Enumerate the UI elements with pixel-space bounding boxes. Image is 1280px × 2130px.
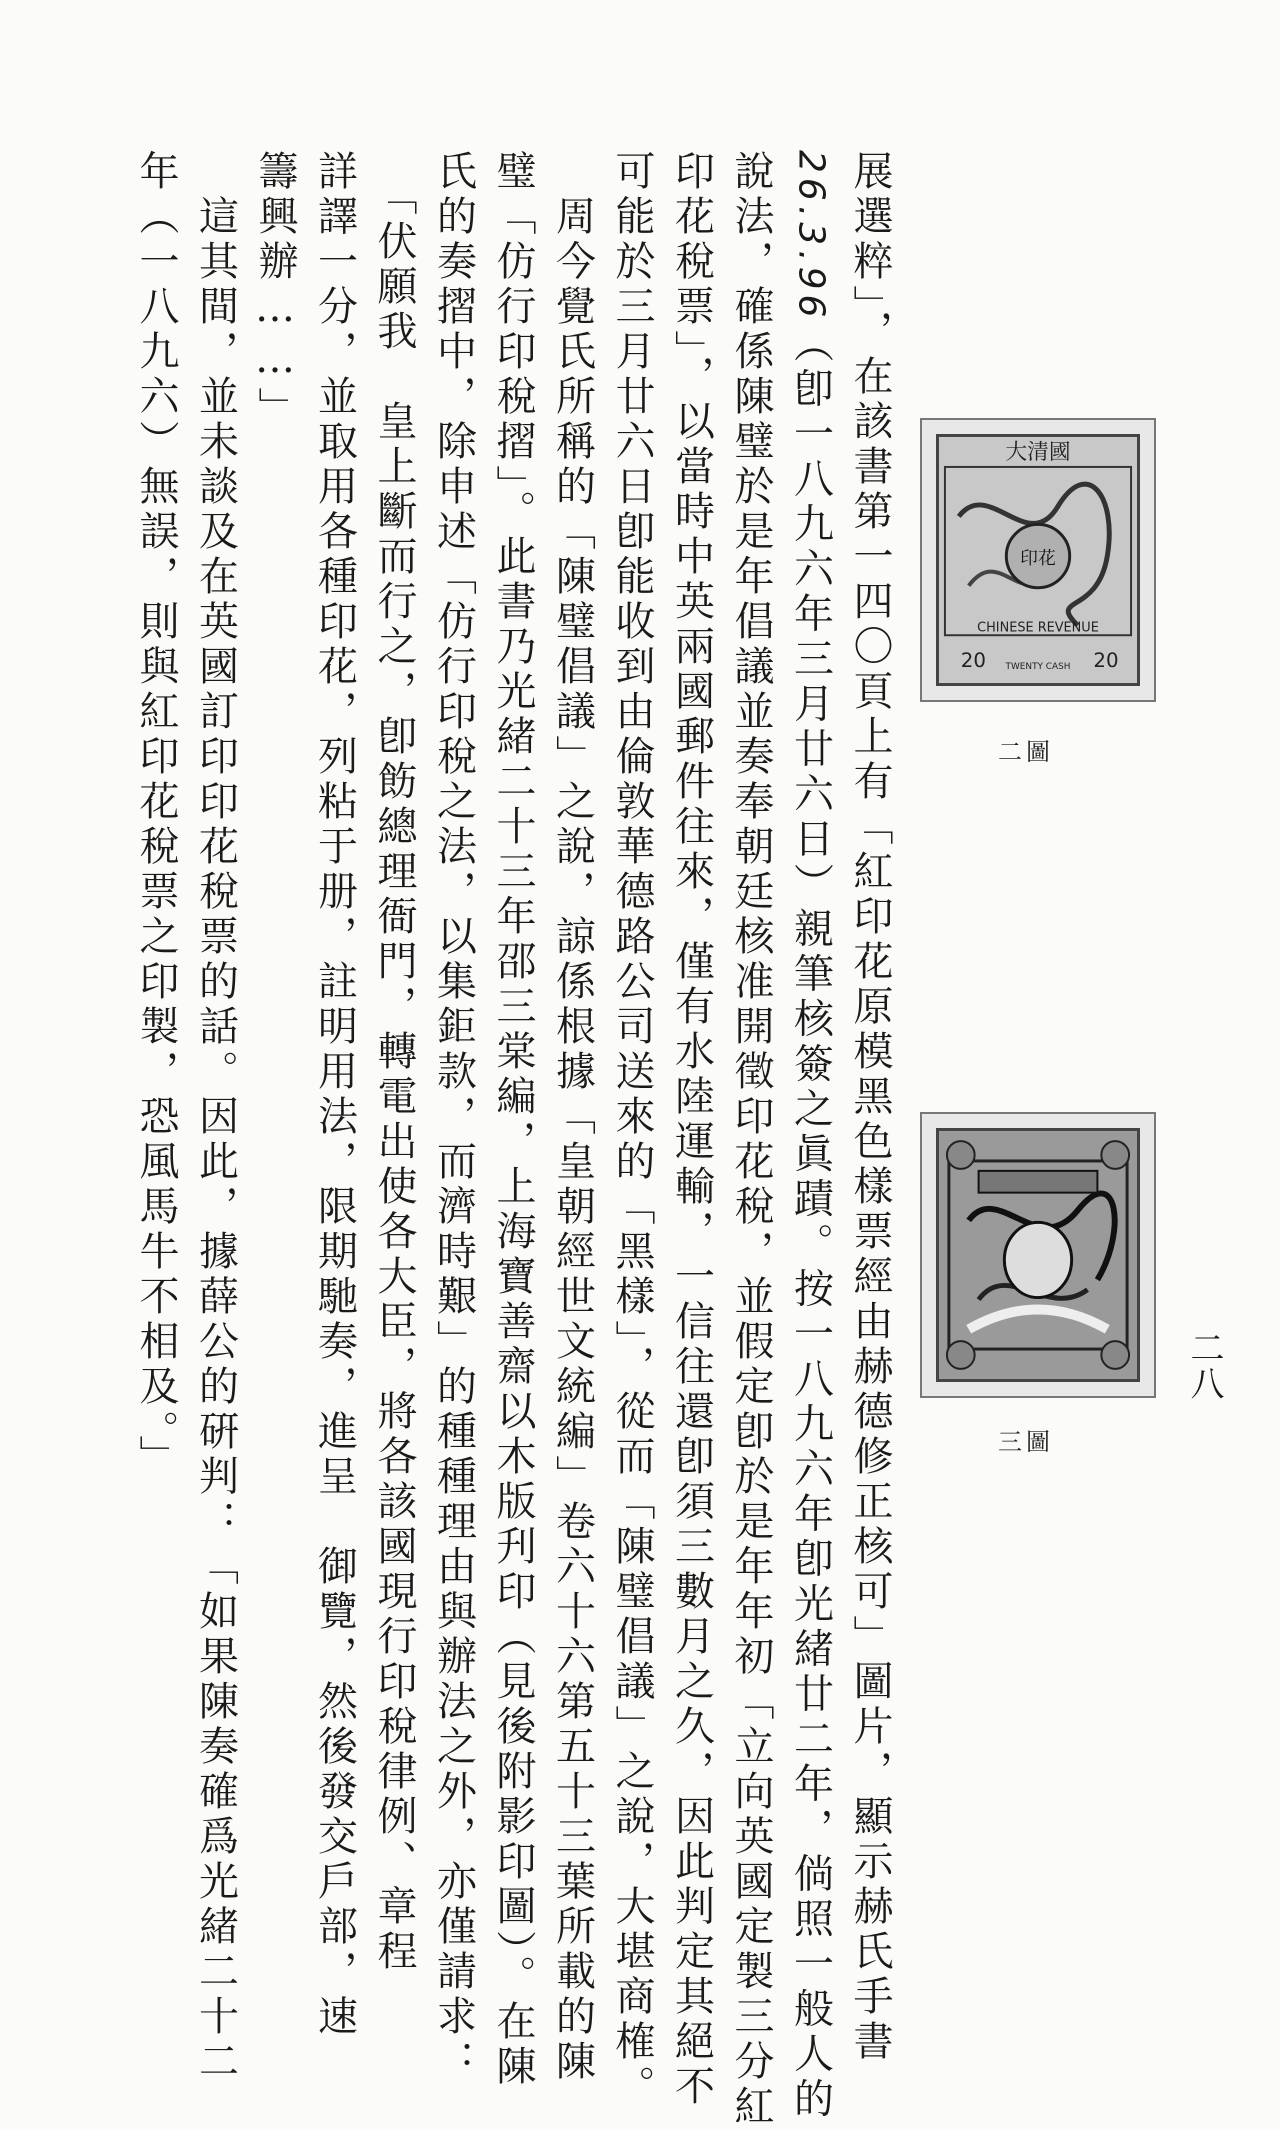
- text-segment: 璧「仿行印稅摺」。此書乃光緒二十三年邵三棠編，上海寶善齋以木版刋印（見後附影印圖）。在陳: [490, 150, 536, 2090]
- text-column: [607, 150, 657, 2110]
- text-column: [191, 150, 241, 2085]
- dragon-stamp-icon: [939, 437, 1137, 683]
- text-segment: 展選粹」，在該書第一四〇頁上有「紅印花原模黑色樣票經由赫德修正核可」圖片，顯示赫氏手書: [847, 150, 893, 2065]
- svg-text:印花: 印花: [1020, 547, 1056, 569]
- text-segment: （卽一八九六年三月廿六日）親筆核簽之眞蹟。按一八九六年卽光緒廿二年，倘照一般人的: [787, 322, 834, 2123]
- text-column: [548, 150, 598, 2085]
- text-column: [726, 150, 776, 2130]
- svg-text:20: 20: [1093, 648, 1119, 672]
- svg-text:CHINESE REVENUE: CHINESE REVENUE: [977, 620, 1099, 636]
- text-column: [250, 150, 300, 432]
- text-column: [488, 150, 538, 2090]
- text-segment: 年（一八九六）無誤，則與紅印花稅票之印製，恐風馬牛不相及。」: [133, 150, 179, 1480]
- page-number: 二八: [1184, 1330, 1224, 1402]
- text-column: [429, 150, 479, 2085]
- text-column: [845, 150, 895, 2065]
- text-segment: 印花稅票」，以當時中英兩國郵件往來，僅有水陸運輸，一信往還卽須三數月之久，因此判定其絕不: [668, 150, 715, 2110]
- text-segment: 說法，確係陳璧於是年倡議並奏奉朝廷核准開徵印花稅，並假定卽於是年年初「立向英國定製三分紅: [728, 150, 774, 2130]
- text-segment: 氏的奏摺中，除申述「仿行印稅之法，以集鉅款，而濟時艱」的種種理由與辦法之外，亦僅請求：: [430, 150, 477, 2085]
- svg-text:20: 20: [960, 648, 986, 672]
- dragon-stamp-icon: [939, 1131, 1137, 1379]
- text-segment: 「伏願我 皇上斷而行之，卽飭總理衙門，轉電出使各大臣，將各該國現行印稅律例、章程: [371, 150, 417, 1975]
- text-column: [667, 150, 717, 2110]
- text-segment: 籌興辦……」: [252, 150, 298, 432]
- figure-2-stamp-image: [920, 418, 1156, 702]
- svg-text:TWENTY CASH: TWENTY CASH: [1005, 661, 1071, 672]
- text-segment: 詳譯一分，並取用各種印花，列粘于册，註明用法，限期馳奏，進呈 御覽，然後發交戶部，速: [311, 150, 358, 2040]
- date-number: 26.3.96: [790, 150, 832, 323]
- text-segment: 可能於三月廿六日卽能收到由倫敦華德路公司送來的「黑樣」，從而「陳璧倡議」之說，大堪商榷。: [609, 150, 655, 2110]
- text-column: [369, 150, 419, 1975]
- figure-3-stamp-image: [920, 1112, 1156, 1398]
- text-column: [131, 150, 181, 1480]
- text-column: [310, 150, 360, 2040]
- figure-2-caption: 二圖: [998, 738, 1054, 766]
- text-segment: 周今覺氏所稱的「陳璧倡議」之說，諒係根據「皇朝經世文統編」卷六十六第五十三葉所載的陳: [549, 150, 596, 2085]
- figure-3-caption: 三圖: [998, 1428, 1054, 1456]
- text-segment: 這其間，並未談及在英國訂印印花稅票的話。因此，據薛公的硏判：「如果陳奏確爲光緒二十二: [192, 150, 239, 2085]
- svg-text:大清國: 大清國: [1005, 440, 1071, 466]
- text-column: [786, 150, 836, 2122]
